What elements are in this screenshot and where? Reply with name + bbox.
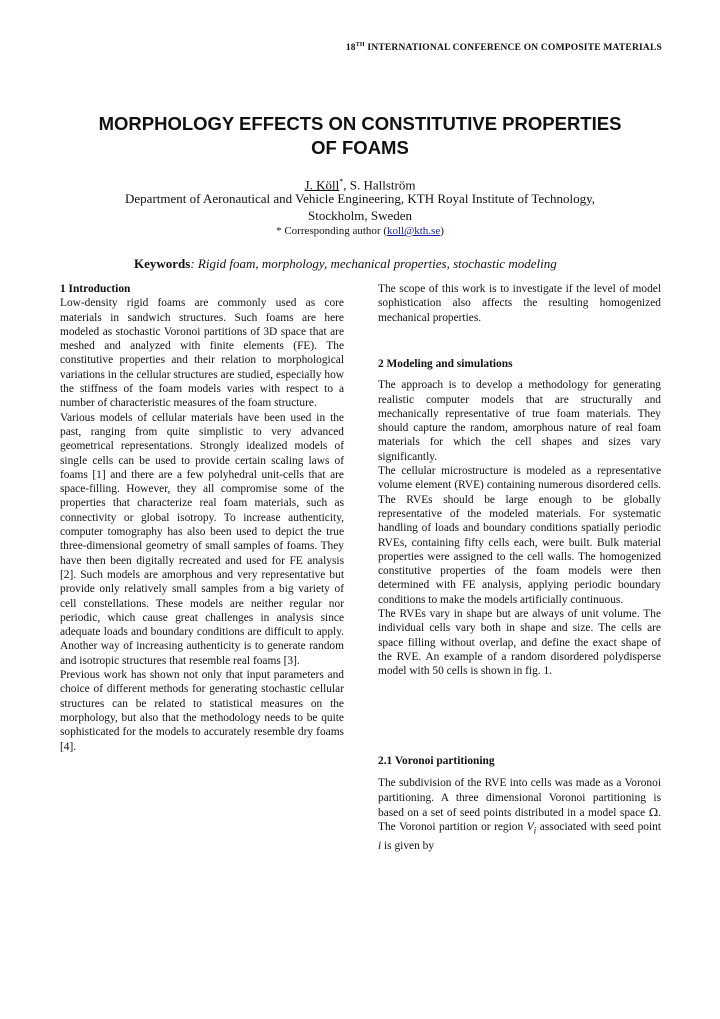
intro-paragraph-3: Previous work has shown not only that input parameters and choice of different methods for generating stochastic cellular structures can be related to statistical measures on the morphology, but also that the methodology needs to be quite sophisticated for the models to accurately resemble dry foams [4]. xyxy=(60,669,344,753)
affiliation-line-1: Department of Aeronautical and Vehicle Engineering, KTH Royal Institute of Technology, xyxy=(125,191,595,206)
left-column xyxy=(60,282,344,754)
modeling-section xyxy=(378,357,661,679)
voronoi-text-a: The subdivision of the RVE into cells was made as a Voronoi partitioning. A three dimensional Voronoi partitioning is based on a set of seed points distributed in a model space xyxy=(378,777,661,819)
conference-number: 18 xyxy=(345,43,356,54)
keywords-values: : Rigid foam, morphology, mechanical properties, stochastic modeling xyxy=(190,256,557,271)
section-heading-voronoi: 2.1 Voronoi partitioning xyxy=(378,755,495,767)
affiliation-line-2: Stockholm, Sweden xyxy=(308,207,412,223)
conference-name: INTERNATIONAL CONFERENCE ON COMPOSITE MATERIALS xyxy=(364,43,662,54)
paper-title xyxy=(60,112,660,160)
modeling-paragraph-2: The cellular microstructure is modeled as a representative volume element (RVE) containing numerous disordered cells. The RVEs should be large enough to be globally representative of the modeled materials. For systematic handling of loads and boundary conditions spatially periodic RVEs, containing fifty cells each, were built. Bulk material properties were assigned to the cell walls. The homogenized constitutive properties of the foam models were then determined with FE analysis, applying periodic boundary conditions to make the models artificially continuous. xyxy=(378,465,661,606)
title-line-2: OF FOAMS xyxy=(311,137,409,158)
intro-paragraph-1: Low-density rigid foams are commonly used as core materials in sandwich structures. Such foams are here modeled as stochastic Voronoi partitions of 3D space that are meshed and analyzed with finite elements (FE). The constitutive properties and their relation to morphological variations in the cellular structures are studied, especially how the stiffness of the foam models varies with respect to a number of characteristic measures of the foam structure. xyxy=(60,297,344,410)
intro-paragraph-2: Various models of cellular materials have been used in the past, ranging from quite simplistic to very advanced geometrical representations. Strongly idealized models of single cells can be used to provide certain scaling laws of foams [1] and there are a few polyhedral unit-cells that are space-filling. However, they all compromise some of the properties that characterize real foam materials, such as connectivity or global isotropy. To increase authenticity, computer tomography has also been used to depict the true three-dimensional geometry of small samples of foams. They have then been digitally recreated and used for FE analysis [2]. Such models are amorphous and very representative but provide only relatively small samples from a big variety of cell constellations. These models are neither regular nor periodic, which cause great challenges in analysis since adequate loads and boundary conditions are difficult to apply. Another way of increasing authenticity is to generate random and isotropic structures that resemble real foams [3]. xyxy=(60,411,344,667)
author-1: J. Köll xyxy=(304,177,340,193)
keywords xyxy=(134,256,694,272)
conference-header xyxy=(346,42,662,53)
omega-symbol: Ω xyxy=(648,804,659,819)
section-heading-modeling: 2 Modeling and simulations xyxy=(378,358,513,370)
voronoi-section xyxy=(378,754,661,853)
corresponding-suffix: ) xyxy=(440,225,444,237)
modeling-paragraph-3: The RVEs vary in shape but are always of unit volume. The individual cells vary both in shape and size. The cells are space filling without overlap, and define the exact shape of the RVE. An example of a random disordered polydisperse model with 50 cells is shown in fig. 1. xyxy=(378,608,661,678)
voronoi-subscript-i: i xyxy=(533,826,537,837)
modeling-paragraph-1: The approach is to develop a methodology for generating realistic computer models that are structurally and mechanically representative of true foam materials. They should capture the random, amorphous nature of real foam materials for which the cell shapes and sizes vary significantly. xyxy=(378,379,661,463)
voronoi-paragraph xyxy=(378,776,661,853)
email-link[interactable]: koll@kth.se xyxy=(387,225,441,237)
voronoi-variable-i: i xyxy=(378,839,382,852)
voronoi-text-b: . The Voronoi partition or region xyxy=(378,806,661,834)
corresponding-author xyxy=(60,224,660,238)
title-line-1: MORPHOLOGY EFFECTS ON CONSTITUTIVE PROPERTIES xyxy=(98,113,622,134)
author-2: , S. Hallström xyxy=(343,177,416,193)
scope-paragraph: The scope of this work is to investigate if the level of model sophistication also affects the resulting homogenized mechanical properties. xyxy=(378,283,661,324)
section-heading-introduction: 1 Introduction xyxy=(60,283,131,295)
corresponding-mark: * xyxy=(339,177,344,186)
voronoi-text-c: associated with seed point xyxy=(536,821,662,834)
keywords-label: Keywords xyxy=(134,256,191,271)
conference-ordinal: TH xyxy=(355,42,365,48)
corresponding-prefix: * Corresponding author ( xyxy=(276,225,387,237)
voronoi-variable-v: V xyxy=(526,821,534,834)
voronoi-text-d: is given by xyxy=(381,839,435,852)
scope-block xyxy=(378,282,661,325)
affiliation xyxy=(60,191,660,224)
